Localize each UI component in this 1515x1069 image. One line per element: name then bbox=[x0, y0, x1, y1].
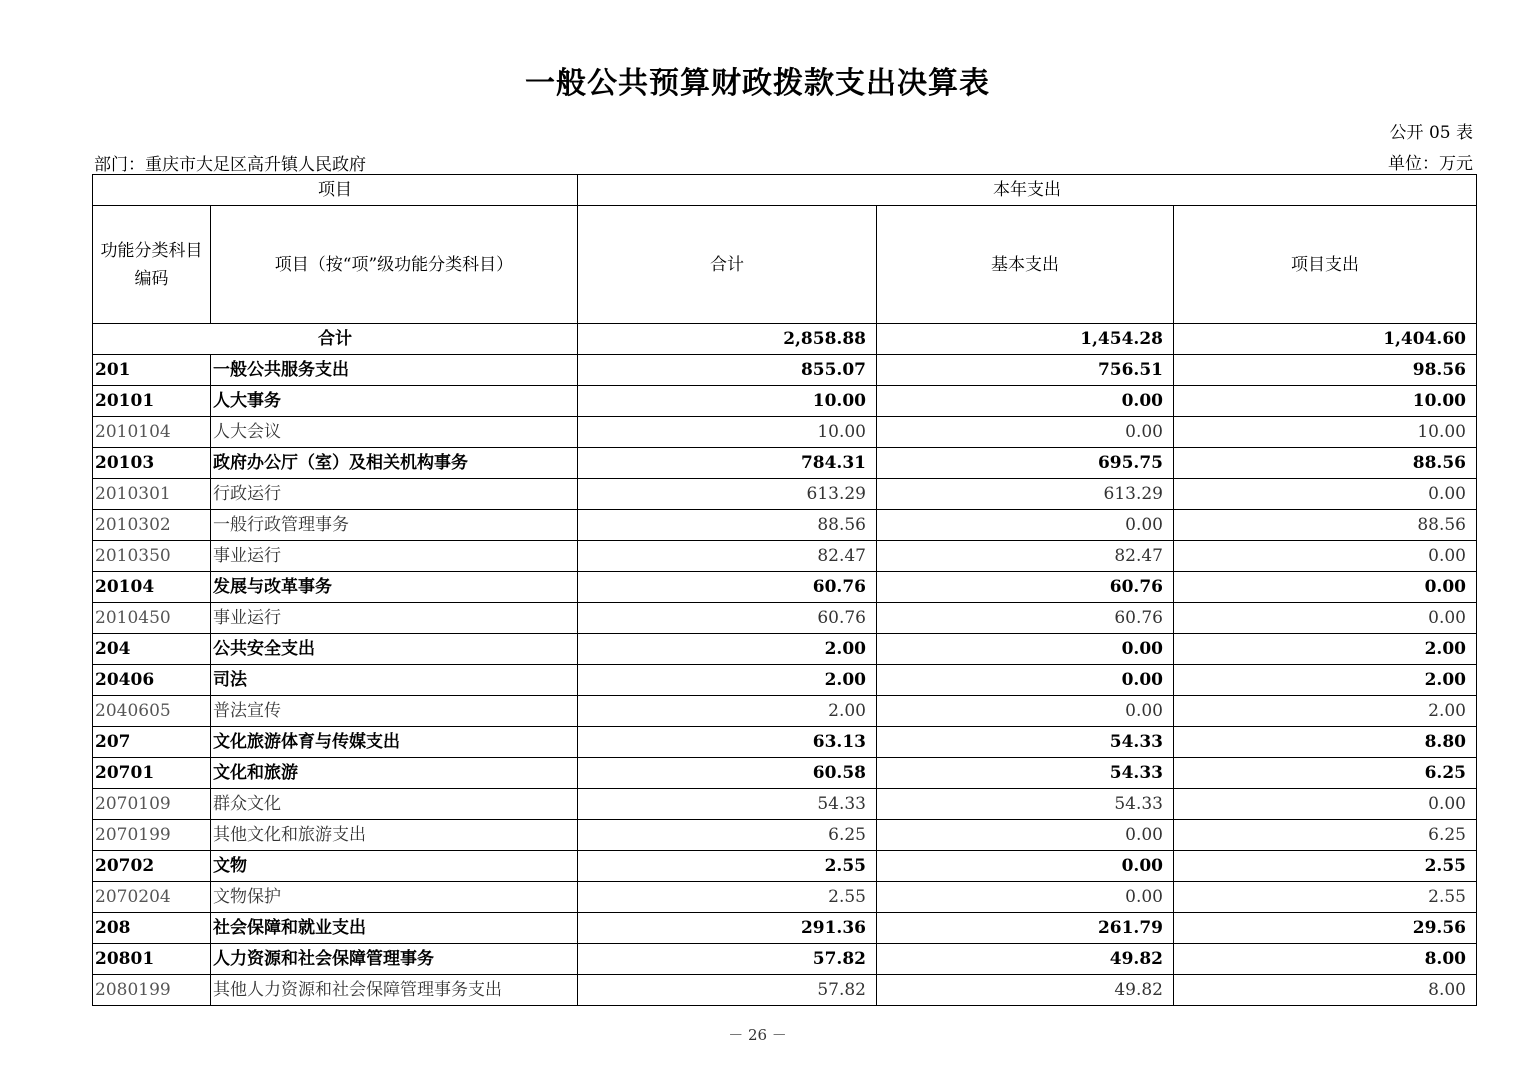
row-total: 88.56 bbox=[578, 510, 877, 541]
row-code: 2010350 bbox=[93, 541, 211, 572]
row-code: 207 bbox=[93, 727, 211, 758]
unit-label: 单位：万元 bbox=[1388, 154, 1473, 174]
row-total: 82.47 bbox=[578, 541, 877, 572]
row-project: 0.00 bbox=[1174, 479, 1477, 510]
row-total: 784.31 bbox=[578, 448, 877, 479]
row-project: 6.25 bbox=[1174, 758, 1477, 789]
row-name: 事业运行 bbox=[211, 603, 578, 634]
table-row bbox=[93, 913, 1477, 944]
row-basic: 0.00 bbox=[877, 820, 1174, 851]
row-total: 54.33 bbox=[578, 789, 877, 820]
table-body bbox=[93, 175, 1477, 1006]
table-row bbox=[93, 944, 1477, 975]
row-basic: 54.33 bbox=[877, 727, 1174, 758]
row-name: 一般公共服务支出 bbox=[211, 355, 578, 386]
table-row bbox=[93, 882, 1477, 913]
header-code-line2: 编码 bbox=[134, 268, 169, 289]
header-code bbox=[93, 206, 211, 324]
table-row bbox=[93, 696, 1477, 727]
table-row bbox=[93, 479, 1477, 510]
page-title: 一般公共预算财政拨款支出决算表 bbox=[525, 66, 990, 101]
row-project: 2.00 bbox=[1174, 634, 1477, 665]
row-total: 57.82 bbox=[578, 975, 877, 1006]
row-total: 10.00 bbox=[578, 417, 877, 448]
row-total: 291.36 bbox=[578, 913, 877, 944]
row-code: 201 bbox=[93, 355, 211, 386]
row-total: 2.55 bbox=[578, 882, 877, 913]
page-number: － 26 － bbox=[728, 1026, 787, 1044]
row-code: 2010301 bbox=[93, 479, 211, 510]
row-code: 20406 bbox=[93, 665, 211, 696]
row-project: 8.80 bbox=[1174, 727, 1477, 758]
row-basic: 60.76 bbox=[877, 572, 1174, 603]
table-row bbox=[93, 820, 1477, 851]
row-code: 2010302 bbox=[93, 510, 211, 541]
table-row bbox=[93, 510, 1477, 541]
row-project: 98.56 bbox=[1174, 355, 1477, 386]
row-project: 0.00 bbox=[1174, 572, 1477, 603]
row-code: 2080199 bbox=[93, 975, 211, 1006]
header-basic: 基本支出 bbox=[877, 206, 1174, 324]
row-total: 60.76 bbox=[578, 572, 877, 603]
total-row-total: 2,858.88 bbox=[578, 324, 877, 355]
row-total: 60.58 bbox=[578, 758, 877, 789]
row-basic: 82.47 bbox=[877, 541, 1174, 572]
row-name: 行政运行 bbox=[211, 479, 578, 510]
row-project: 29.56 bbox=[1174, 913, 1477, 944]
row-name: 司法 bbox=[211, 665, 578, 696]
row-basic: 261.79 bbox=[877, 913, 1174, 944]
row-name: 其他人力资源和社会保障管理事务支出 bbox=[211, 975, 578, 1006]
row-project: 2.00 bbox=[1174, 696, 1477, 727]
row-project: 0.00 bbox=[1174, 541, 1477, 572]
row-project: 6.25 bbox=[1174, 820, 1477, 851]
header-current-year-expense: 本年支出 bbox=[578, 175, 1477, 206]
row-basic: 0.00 bbox=[877, 851, 1174, 882]
table-row bbox=[93, 851, 1477, 882]
row-basic: 0.00 bbox=[877, 665, 1174, 696]
row-basic: 0.00 bbox=[877, 634, 1174, 665]
table-row bbox=[93, 789, 1477, 820]
row-code: 20702 bbox=[93, 851, 211, 882]
row-name: 群众文化 bbox=[211, 789, 578, 820]
row-code: 2070204 bbox=[93, 882, 211, 913]
header-project: 项目 bbox=[93, 175, 578, 206]
row-basic: 49.82 bbox=[877, 944, 1174, 975]
table-row bbox=[93, 448, 1477, 479]
row-total: 855.07 bbox=[578, 355, 877, 386]
row-basic: 0.00 bbox=[877, 386, 1174, 417]
total-row-project: 1,404.60 bbox=[1174, 324, 1477, 355]
row-project: 0.00 bbox=[1174, 789, 1477, 820]
row-basic: 695.75 bbox=[877, 448, 1174, 479]
row-code: 2010450 bbox=[93, 603, 211, 634]
row-project: 8.00 bbox=[1174, 975, 1477, 1006]
row-project: 0.00 bbox=[1174, 603, 1477, 634]
total-row bbox=[93, 324, 1477, 355]
row-total: 613.29 bbox=[578, 479, 877, 510]
header-code-line1: 功能分类科目 bbox=[100, 240, 203, 261]
table-row bbox=[93, 727, 1477, 758]
row-name: 社会保障和就业支出 bbox=[211, 913, 578, 944]
table-row bbox=[93, 758, 1477, 789]
row-project: 10.00 bbox=[1174, 386, 1477, 417]
budget-table bbox=[92, 174, 1477, 1006]
row-basic: 0.00 bbox=[877, 696, 1174, 727]
row-project: 2.00 bbox=[1174, 665, 1477, 696]
row-name: 事业运行 bbox=[211, 541, 578, 572]
table-row bbox=[93, 665, 1477, 696]
row-total: 6.25 bbox=[578, 820, 877, 851]
row-basic: 54.33 bbox=[877, 789, 1174, 820]
row-code: 2070199 bbox=[93, 820, 211, 851]
row-basic: 0.00 bbox=[877, 510, 1174, 541]
table-row bbox=[93, 634, 1477, 665]
row-total: 60.76 bbox=[578, 603, 877, 634]
row-name: 文化和旅游 bbox=[211, 758, 578, 789]
row-code: 20101 bbox=[93, 386, 211, 417]
table-row bbox=[93, 386, 1477, 417]
row-name: 一般行政管理事务 bbox=[211, 510, 578, 541]
header-item-name: 项目（按“项”级功能分类科目） bbox=[211, 206, 578, 324]
row-project: 88.56 bbox=[1174, 448, 1477, 479]
row-code: 2070109 bbox=[93, 789, 211, 820]
table-row bbox=[93, 603, 1477, 634]
row-name: 普法宣传 bbox=[211, 696, 578, 727]
row-project: 8.00 bbox=[1174, 944, 1477, 975]
header-row-2 bbox=[93, 206, 1477, 324]
row-basic: 60.76 bbox=[877, 603, 1174, 634]
row-basic: 49.82 bbox=[877, 975, 1174, 1006]
row-total: 2.55 bbox=[578, 851, 877, 882]
table-row bbox=[93, 541, 1477, 572]
row-project: 88.56 bbox=[1174, 510, 1477, 541]
row-name: 人大会议 bbox=[211, 417, 578, 448]
row-project: 2.55 bbox=[1174, 851, 1477, 882]
row-total: 63.13 bbox=[578, 727, 877, 758]
row-name: 文物 bbox=[211, 851, 578, 882]
row-project: 10.00 bbox=[1174, 417, 1477, 448]
row-name: 文物保护 bbox=[211, 882, 578, 913]
row-total: 2.00 bbox=[578, 665, 877, 696]
row-name: 公共安全支出 bbox=[211, 634, 578, 665]
form-id-label: 公开 05 表 bbox=[1389, 123, 1473, 143]
row-name: 人力资源和社会保障管理事务 bbox=[211, 944, 578, 975]
row-code: 208 bbox=[93, 913, 211, 944]
row-name: 其他文化和旅游支出 bbox=[211, 820, 578, 851]
department-label: 部门：重庆市大足区高升镇人民政府 bbox=[94, 155, 366, 175]
row-name: 政府办公厅（室）及相关机构事务 bbox=[211, 448, 578, 479]
table-row bbox=[93, 572, 1477, 603]
row-code: 20104 bbox=[93, 572, 211, 603]
total-row-label: 合计 bbox=[93, 324, 578, 355]
row-basic: 0.00 bbox=[877, 417, 1174, 448]
table-row bbox=[93, 355, 1477, 386]
row-code: 20103 bbox=[93, 448, 211, 479]
header-row-1 bbox=[93, 175, 1477, 206]
row-total: 2.00 bbox=[578, 696, 877, 727]
table-row bbox=[93, 975, 1477, 1006]
total-row-basic: 1,454.28 bbox=[877, 324, 1174, 355]
row-code: 20701 bbox=[93, 758, 211, 789]
row-name: 发展与改革事务 bbox=[211, 572, 578, 603]
row-code: 2040605 bbox=[93, 696, 211, 727]
row-total: 2.00 bbox=[578, 634, 877, 665]
row-name: 人大事务 bbox=[211, 386, 578, 417]
row-basic: 613.29 bbox=[877, 479, 1174, 510]
row-total: 57.82 bbox=[578, 944, 877, 975]
row-code: 2010104 bbox=[93, 417, 211, 448]
header-project-expense: 项目支出 bbox=[1174, 206, 1477, 324]
header-total: 合计 bbox=[578, 206, 877, 324]
table-row bbox=[93, 417, 1477, 448]
row-basic: 0.00 bbox=[877, 882, 1174, 913]
row-code: 20801 bbox=[93, 944, 211, 975]
row-project: 2.55 bbox=[1174, 882, 1477, 913]
row-basic: 756.51 bbox=[877, 355, 1174, 386]
row-total: 10.00 bbox=[578, 386, 877, 417]
row-name: 文化旅游体育与传媒支出 bbox=[211, 727, 578, 758]
row-code: 204 bbox=[93, 634, 211, 665]
row-basic: 54.33 bbox=[877, 758, 1174, 789]
